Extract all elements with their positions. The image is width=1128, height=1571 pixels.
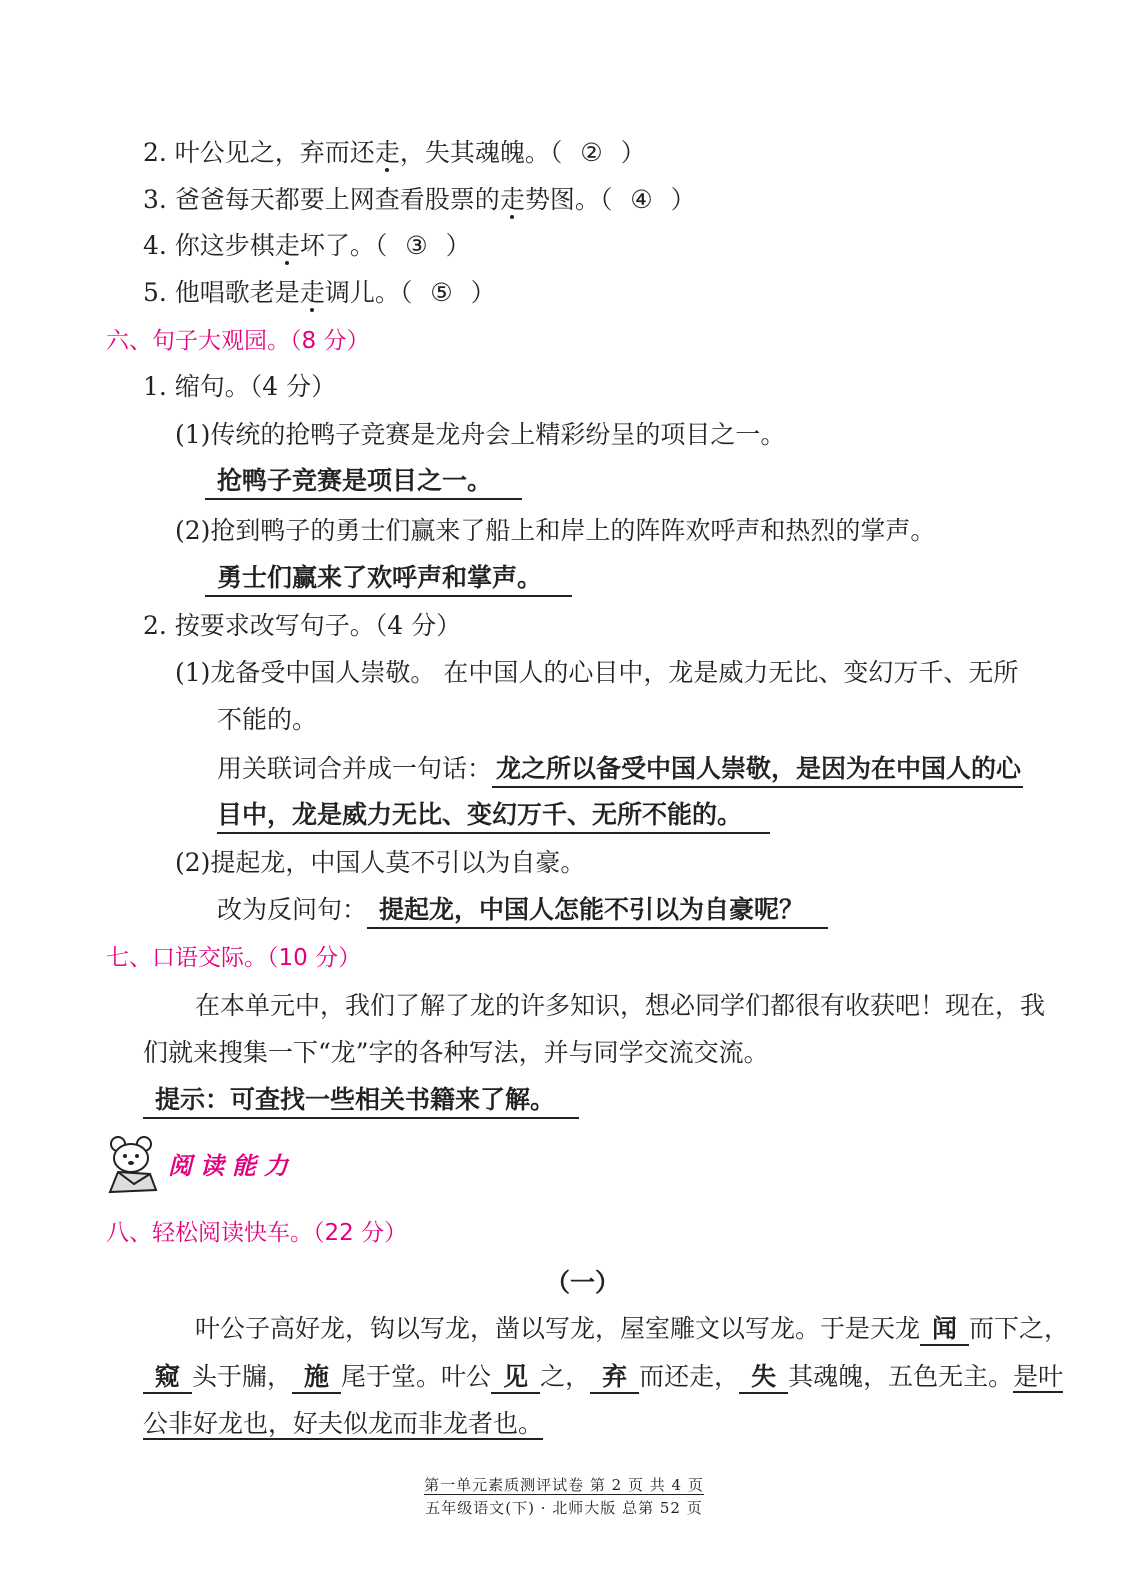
passage-line-2: 窥 头于牖， 施 尾于堂。叶公 见 之， 弃 而还走， 失 其魂魄，五色无主。是叶 [143,1360,1063,1394]
question-1-2: (2)抢到鸭子的勇士们赢来了船上和岸上的阵阵欢呼声和热烈的掌声。 [175,516,936,545]
blank-shi: 施 [292,1362,341,1394]
section-7-answer: 提示：可查找一些相关书籍来了解。 [143,1083,579,1119]
blank-qi: 弃 [590,1362,639,1394]
section-7-title: 七、口语交际。（10 分） [106,945,362,971]
word-meaning-item: 5. 他唱歌老是走调儿。（ ⑤ ） [143,278,496,307]
emphasis-dot-char: 走 [299,278,325,307]
question-1-1: (1)传统的抢鸭子竞赛是龙舟会上精彩纷呈的项目之一。 [175,420,786,449]
footer-line-1: 第一单元素质测评试卷 第 2 页 共 4 页 [424,1476,704,1494]
question-2-label: 2. 按要求改写句子。（4 分） [143,611,462,640]
passage-line-1: 叶公子高好龙，钩以写龙，凿以写龙，屋室雕文以写龙。于是天龙 闻 而下之， [195,1312,1069,1346]
section-7-paragraph-1: 在本单元中，我们了解了龙的许多知识，想必同学们都很有收获吧！现在，我 [195,991,1046,1020]
footer-line-2: 五年级语文(下) · 北师大版 总第 52 页 [425,1499,703,1517]
answer-1-2: 勇士们赢来了欢呼声和掌声。 [205,561,572,597]
word-meaning-item: 2. 叶公见之，弃而还走，失其魂魄。（ ② ） [143,138,646,167]
bear-reading-icon [104,1134,166,1196]
answer-2-2: 提起龙，中国人怎能不引以为自豪呢？ [367,895,828,929]
answer-circled-number: ⑤ [422,278,461,307]
section-6-title: 六、句子大观园。（8 分） [106,328,370,354]
answer-circled-number: ② [572,138,611,167]
question-2-2: (2)提起龙，中国人莫不引以为自豪。 [175,848,586,877]
word-meaning-item: 4. 你这步棋走坏了。（ ③ ） [143,231,471,260]
word-meaning-item: 3. 爸爸每天都要上网查看股票的走势图。（ ④ ） [143,185,696,214]
question-2-1: (1)龙备受中国人崇敬。 在中国人的心目中，龙是威力无比、变幻万千、无所 [175,658,1019,687]
section-7-paragraph-2: 们就来搜集一下“龙”字的各种写法，并与同学交流交流。 [143,1038,769,1067]
answer-2-1-line1: 龙之所以备受中国人崇敬，是因为在中国人的心 [492,754,1023,788]
reading-ability-heading: 阅读能力 [168,1151,296,1180]
blank-wen: 闻 [920,1314,969,1346]
blank-jian: 见 [491,1362,540,1394]
answer-1-1: 抢鸭子竞赛是项目之一。 [205,464,522,500]
blank-kui: 窥 [143,1362,192,1394]
passage-part-label: （一） [545,1268,621,1297]
emphasis-dot-char: 走 [274,231,300,260]
emphasis-dot-char: 走 [499,185,525,214]
blank-shi2: 失 [739,1362,788,1394]
passage-line-3 [143,1407,543,1441]
answer-circled-number: ④ [622,185,661,214]
question-2-1-prompt: 用关联词合并成一句话： 龙之所以备受中国人崇敬，是因为在中国人的心 [217,752,1023,788]
question-1-label: 1. 缩句。（4 分） [143,372,337,401]
answer-2-1-line2: 目中，龙是威力无比、变幻万千、无所不能的。 [217,798,770,834]
answer-circled-number: ③ [397,231,436,260]
question-2-2-prompt: 改为反问句： 提起龙，中国人怎能不引以为自豪呢？ [217,893,828,929]
section-8-title: 八、轻松阅读快车。（22 分） [106,1220,408,1246]
underlined-sentence-start: 是叶 [1013,1362,1064,1391]
emphasis-dot-char: 走 [374,138,400,167]
underlined-sentence-end: 公非好龙也，好夫似龙而非龙者也。 [143,1409,544,1438]
question-2-1-cont: 不能的。 [217,705,318,734]
